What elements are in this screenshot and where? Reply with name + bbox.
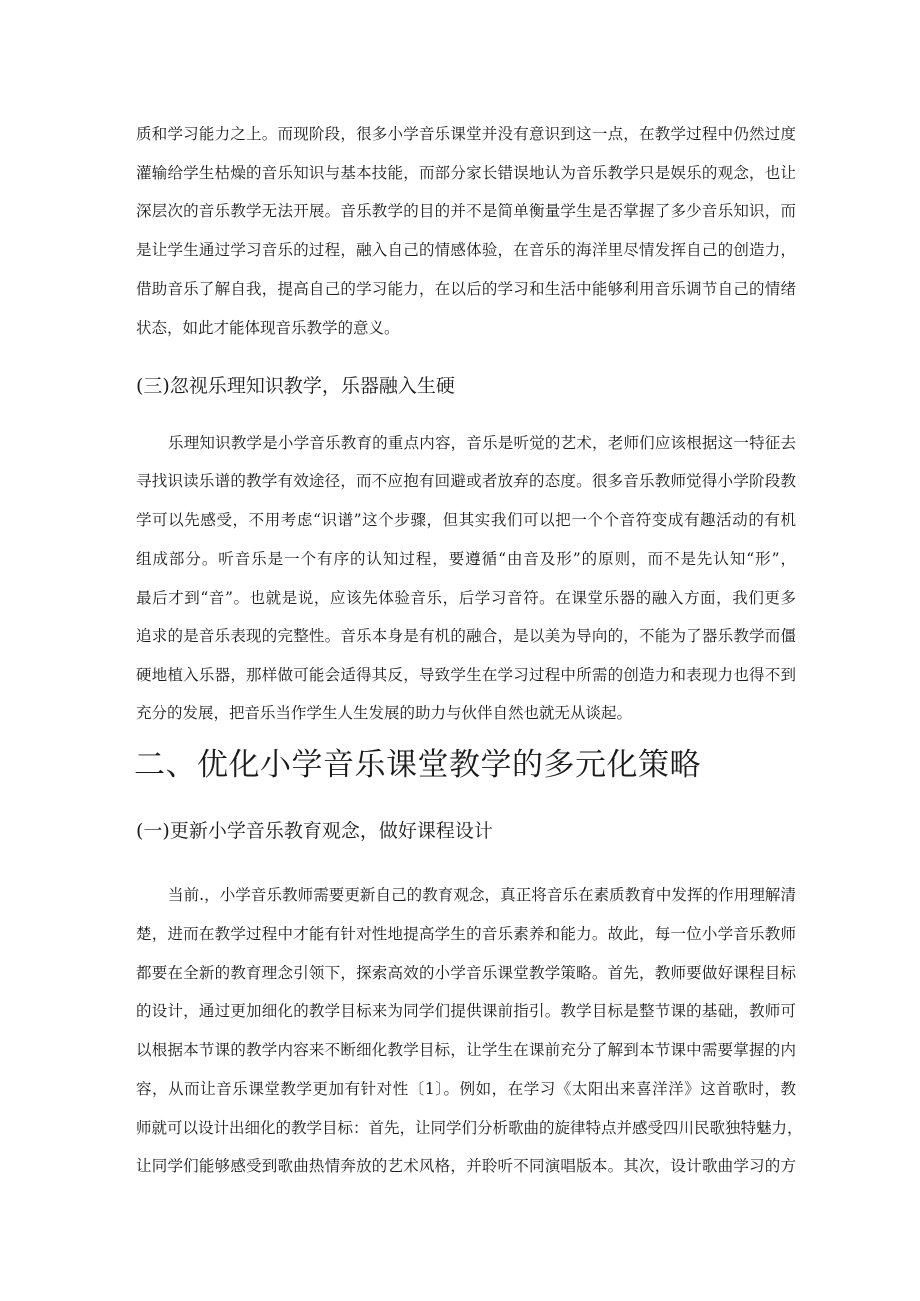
paragraph-line: 师就可以设计出细化的教学目标：首先，让同学们分析歌曲的旋律特点并感受四川民歌独特魅力， — [136, 1119, 803, 1137]
paragraph-line: 学可以先感受，不用考虑“识谱”这个步骤，但其实我们可以把一个个音符变成有趣活动的有机 — [136, 511, 796, 529]
paragraph-line: 深层次的音乐教学无法开展。音乐教学的目的并不是简单衡量学生是否掌握了多少音乐知识，而 — [136, 202, 796, 220]
paragraph-line: 质和学习能力之上。而现阶段，很多小学音乐课堂并没有意识到这一点，在教学过程中仍然过度 — [136, 125, 796, 143]
paragraph-line: 以根据本节课的教学内容来不断细化教学目标，让学生在课前充分了解到本节课中需要掌握的内 — [136, 1041, 796, 1059]
paragraph-line: 是让学生通过学习音乐的过程，融入自己的情感体验，在音乐的海洋里尽情发挥自己的创造力， — [136, 241, 796, 259]
paragraph-line: 当前.，小学音乐教师需要更新自己的教育观念，真正将音乐在素质教育中发挥的作用理解清 — [168, 886, 796, 904]
paragraph-line: 追求的是音乐表现的完整性。音乐本身是有机的融合，是以美为导向的，不能为了器乐教学而僵 — [136, 627, 796, 645]
paragraph-line: 充分的发展，把音乐当作学生人生发展的助力与伙伴自然也就无从谈起。 — [136, 704, 633, 722]
paragraph-line: 寻找识读乐谱的教学有效途径，而不应抱有回避或者放弃的态度。很多音乐教师觉得小学阶段教 — [136, 472, 796, 490]
paragraph-line: 让同学们能够感受到歌曲热情奔放的艺术风格，并聆听不同演唱版本。其次，设计歌曲学习的方 — [136, 1157, 796, 1175]
paragraph-line: 灌输给学生枯燥的音乐知识与基本技能，而部分家长错误地认为音乐教学只是娱乐的观念，也让 — [136, 164, 796, 182]
section-subheading: (三)忽视乐理知识教学，乐器融入生硬 — [136, 375, 455, 397]
paragraph-line: 状态，如此才能体现音乐教学的意义。 — [136, 319, 400, 337]
paragraph-line: 最后才到“音”。也就是说，应该先体验音乐，后学习音符。在课堂乐器的融入方面，我们更多 — [136, 589, 796, 607]
paragraph-line: 乐理知识教学是小学音乐教育的重点内容，音乐是听觉的艺术，老师们应该根据这一特征去 — [168, 434, 796, 452]
paragraph-line: 容，从而让音乐课堂教学更加有针对性〔1〕。例如，在学习《太阳出来喜洋洋》这首歌时，教 — [136, 1080, 796, 1098]
paragraph-line: 硬地植入乐器，那样做可能会适得其反，导致学生在学习过程中所需的创造力和表现力也得不到 — [136, 666, 796, 684]
paragraph-line: 借助音乐了解自我，提高自己的学习能力，在以后的学习和生活中能够利用音乐调节自己的情绪 — [136, 280, 796, 298]
paragraph-line: 都要在全新的教育理念引领下，探索高效的小学音乐课堂教学策略。首先，教师要做好课程目标 — [136, 964, 796, 982]
section-subheading: (一)更新小学音乐教育观念，做好课程设计 — [136, 820, 493, 842]
paragraph-line: 的设计，通过更加细化的教学目标来为同学们提供课前指引。教学目标是整节课的基础，教师可 — [136, 1002, 796, 1020]
paragraph-line: 组成部分。听音乐是一个有序的认知过程，要遵循“由音及形”的原则，而不是先认知“形”， — [136, 550, 796, 568]
section-heading: 二、优化小学音乐课堂教学的多元化策略 — [134, 747, 701, 783]
paragraph-line: 楚，进而在教学过程中才能有针对性地提高学生的音乐素养和能力。故此，每一位小学音乐教师 — [136, 925, 796, 943]
